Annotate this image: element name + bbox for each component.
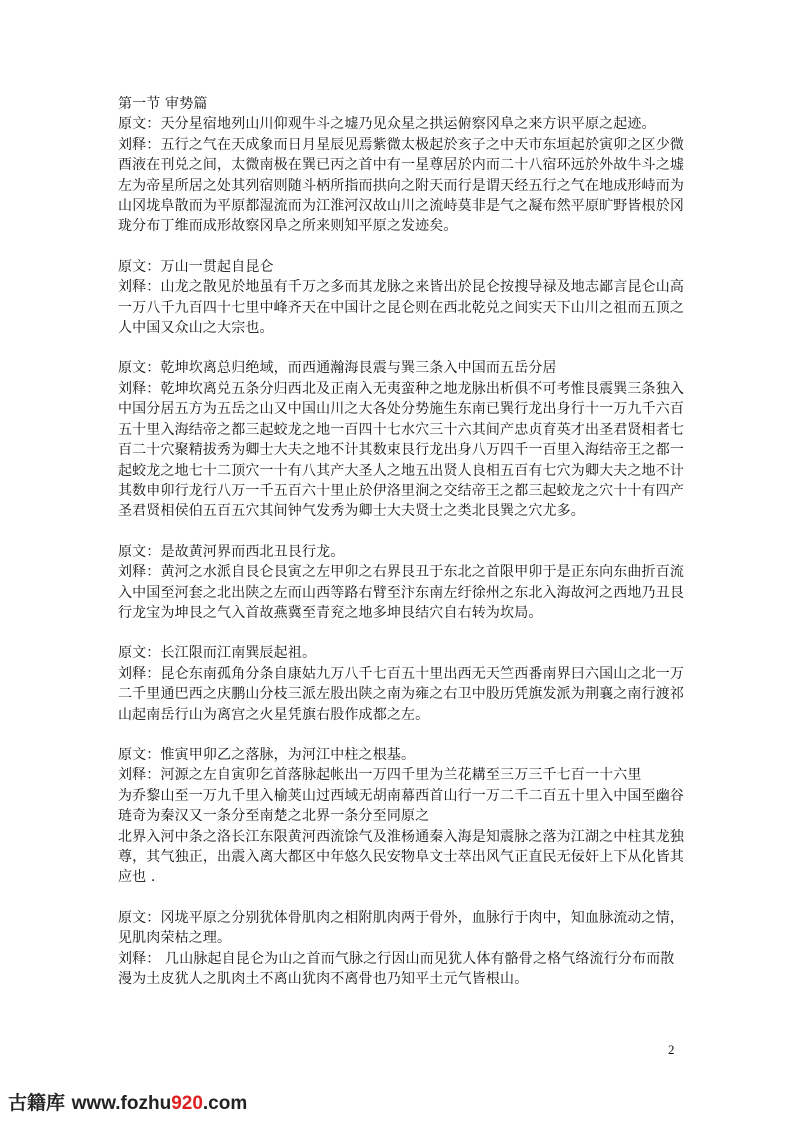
paragraph-gap: [118, 522, 680, 542]
text-line: 刘释：山龙之散见於地虽有千万之多而其龙脉之来皆出於昆仑按搜导禄及地志鄙言昆仑山高: [118, 279, 684, 296]
text-line: 原文：惟寅甲卯乙之落脉，为河江中柱之根基。: [118, 746, 416, 763]
section-block: [118, 257, 684, 339]
watermark-site-number: 920: [171, 1093, 203, 1114]
paragraph-gap: [118, 338, 680, 358]
paragraph-gap: [118, 888, 680, 908]
watermark-site-prefix: www.fozhu: [71, 1093, 172, 1114]
section-block: [118, 908, 684, 990]
text-line: 入中国至河套之北出陕之左而山西等路右臂至汴东南左纡徐州之东北入海故河之西地乃丑艮: [118, 584, 684, 601]
text-line: 珑分布丁维而成形故察冈阜之所来则知平原之发迹矣。: [118, 218, 458, 235]
document-body: [118, 94, 684, 989]
text-line: 刘释： 几山脉起自昆仑为山之首而气脉之行因山而见犹人体有骼骨之格气络流行分布而散: [118, 950, 675, 967]
text-line: 酉液在刊兑之间，太微南极在巽已丙之首中有一星尊居於内而二十八宿环远於外故牛斗之墟: [118, 157, 684, 174]
section-block: [118, 745, 684, 888]
sections-container: [118, 114, 684, 989]
text-line: 刘释：河源之左自寅卯乞首落脉起帐出一万四千里为兰花耩至三万三千七百一十六里: [118, 767, 642, 784]
text-line: 山冈垅阜散而为平原都湿流而为江淮河汉故山川之流峙莫非是气之凝布然平原旷野皆根於冈: [118, 198, 684, 215]
text-line: 见肌肉荣枯之理。: [118, 930, 232, 947]
text-line: 刘释：昆仑东南孤角分条自康姑九万八千七百五十里出西无天竺西番南界曰六国山之北一万: [118, 665, 684, 682]
section-block: [118, 542, 684, 624]
text-line: 人中国又众山之大宗也。: [118, 320, 274, 337]
section-block: [118, 358, 684, 521]
text-line: 为乔黎山至一万九千里入榆荚山过西域无胡南幕西首山行一万二千二百五十里入中国至幽谷: [118, 787, 684, 804]
watermark-brand: 古籍库: [8, 1092, 66, 1114]
text-line: 原文：乾坤坎离总归绝域，而西通瀚海艮震与巽三条入中国而五岳分居: [118, 360, 557, 377]
page-number: 2: [668, 1042, 675, 1057]
text-line: 尊，其气独正，出震入离大都区中年悠久民安物阜文士萃出风气正直民无佞奸上下从化皆其: [118, 849, 684, 865]
section-heading: 第一节 审势篇: [118, 96, 208, 112]
text-line: 北界入河中条之洛长江东限黄河西流馀气及淮杨通秦入海是知震脉之落为江湖之中柱其龙独: [118, 828, 684, 845]
text-line: 原文：万山一贯起自昆仑: [118, 258, 274, 275]
text-line: 行龙宝为坤艮之气入首故燕冀至青兖之地多坤艮结穴自右转为坎局。: [118, 604, 543, 621]
text-line: 刘释：乾坤坎离兑五条分归西北及正南入无夷蛮种之地龙脉出析俱不可考惟艮震巽三条独入: [118, 380, 684, 397]
watermark-site-suffix: .com: [202, 1093, 248, 1114]
text-line: 二千里通巴西之庆鹏山分枝三派左股出陕之南为雍之右卫中股历凭旗发派为荆襄之南行渡祁: [118, 686, 684, 703]
text-line: 原文：是故黄河界而西北丑艮行龙。: [118, 543, 345, 560]
text-line: 原文：长江限而江南巽辰起祖。: [118, 645, 317, 662]
text-line: 刘释：五行之气在天成象而日月星辰见焉紫微太极起於亥子之中天市东垣起於寅卯之区少微: [118, 136, 684, 153]
section-block: [118, 643, 684, 725]
text-line: 左为帝星所居之处其列宿则随斗柄所指而拱向之附天而行是谓天经五行之气在地成形峙而为: [118, 177, 684, 194]
text-line: 山起南岳行山为离宫之火星凭旗右股作成都之左。: [118, 706, 430, 723]
text-line: 圣君贤相侯伯五百五穴其间钟气发秀为卿士大夫贤士之类北艮巽之穴尤多。: [118, 503, 585, 520]
text-line: 中国分居五方为五岳之山又中国山川之大各处分势施生东南已巽行龙出身行十一万九千六百: [118, 401, 684, 418]
watermark: [8, 1088, 247, 1115]
section-block: [118, 114, 684, 236]
text-line: 百二十穴聚精拔秀为卿士大夫之地不计其数束艮行龙出身八万四千一百里入海结帝王之都一: [118, 442, 684, 459]
text-line: 刘释：黄河之水派自艮仑艮寅之左甲卯之右界艮丑于东北之首限甲卯于是正东向东曲折百流: [118, 564, 684, 581]
text-line: 原文：天分星宿地列山川仰观牛斗之墟乃见众星之拱运俯察冈阜之来方识平原之起迹。: [118, 116, 656, 133]
text-line: 原文：冈垅平原之分别犹体骨肌肉之相附肌肉两于骨外，血脉行于肉中，知血脉流动之情，: [118, 909, 684, 926]
text-line: 起蛟龙之地七十二顶穴一十有八其产大圣人之地五出贤人良相五百有七穴为卿大夫之地不计: [118, 462, 684, 479]
text-line: 五十里入海结帝之都三起蛟龙之地一百四十七水穴三十六其间产忠贞育英才出圣君贤相者七: [118, 421, 684, 438]
paragraph-gap: [118, 237, 680, 257]
paragraph-gap: [118, 725, 680, 745]
text-line: 琏奇为秦汉又一条分至南楚之北界一条分至同原之: [118, 808, 430, 825]
text-line: 漫为土皮犹人之肌肉土不离山犹肉不离骨也乃知平土元气皆根山。: [118, 971, 529, 988]
paragraph-gap: [118, 623, 680, 643]
text-line: 一万八千九百四十七里中峰齐天在中国计之昆仑则在西北乾兑之间实天下山川之祖而五顶之: [118, 299, 684, 316]
text-line: 其数申卯行龙行八万一千五百六十里止於伊洛里涧之交结帝王之都三起蛟龙之穴十十有四产: [118, 482, 684, 499]
text-line: 应也 .: [118, 869, 156, 886]
